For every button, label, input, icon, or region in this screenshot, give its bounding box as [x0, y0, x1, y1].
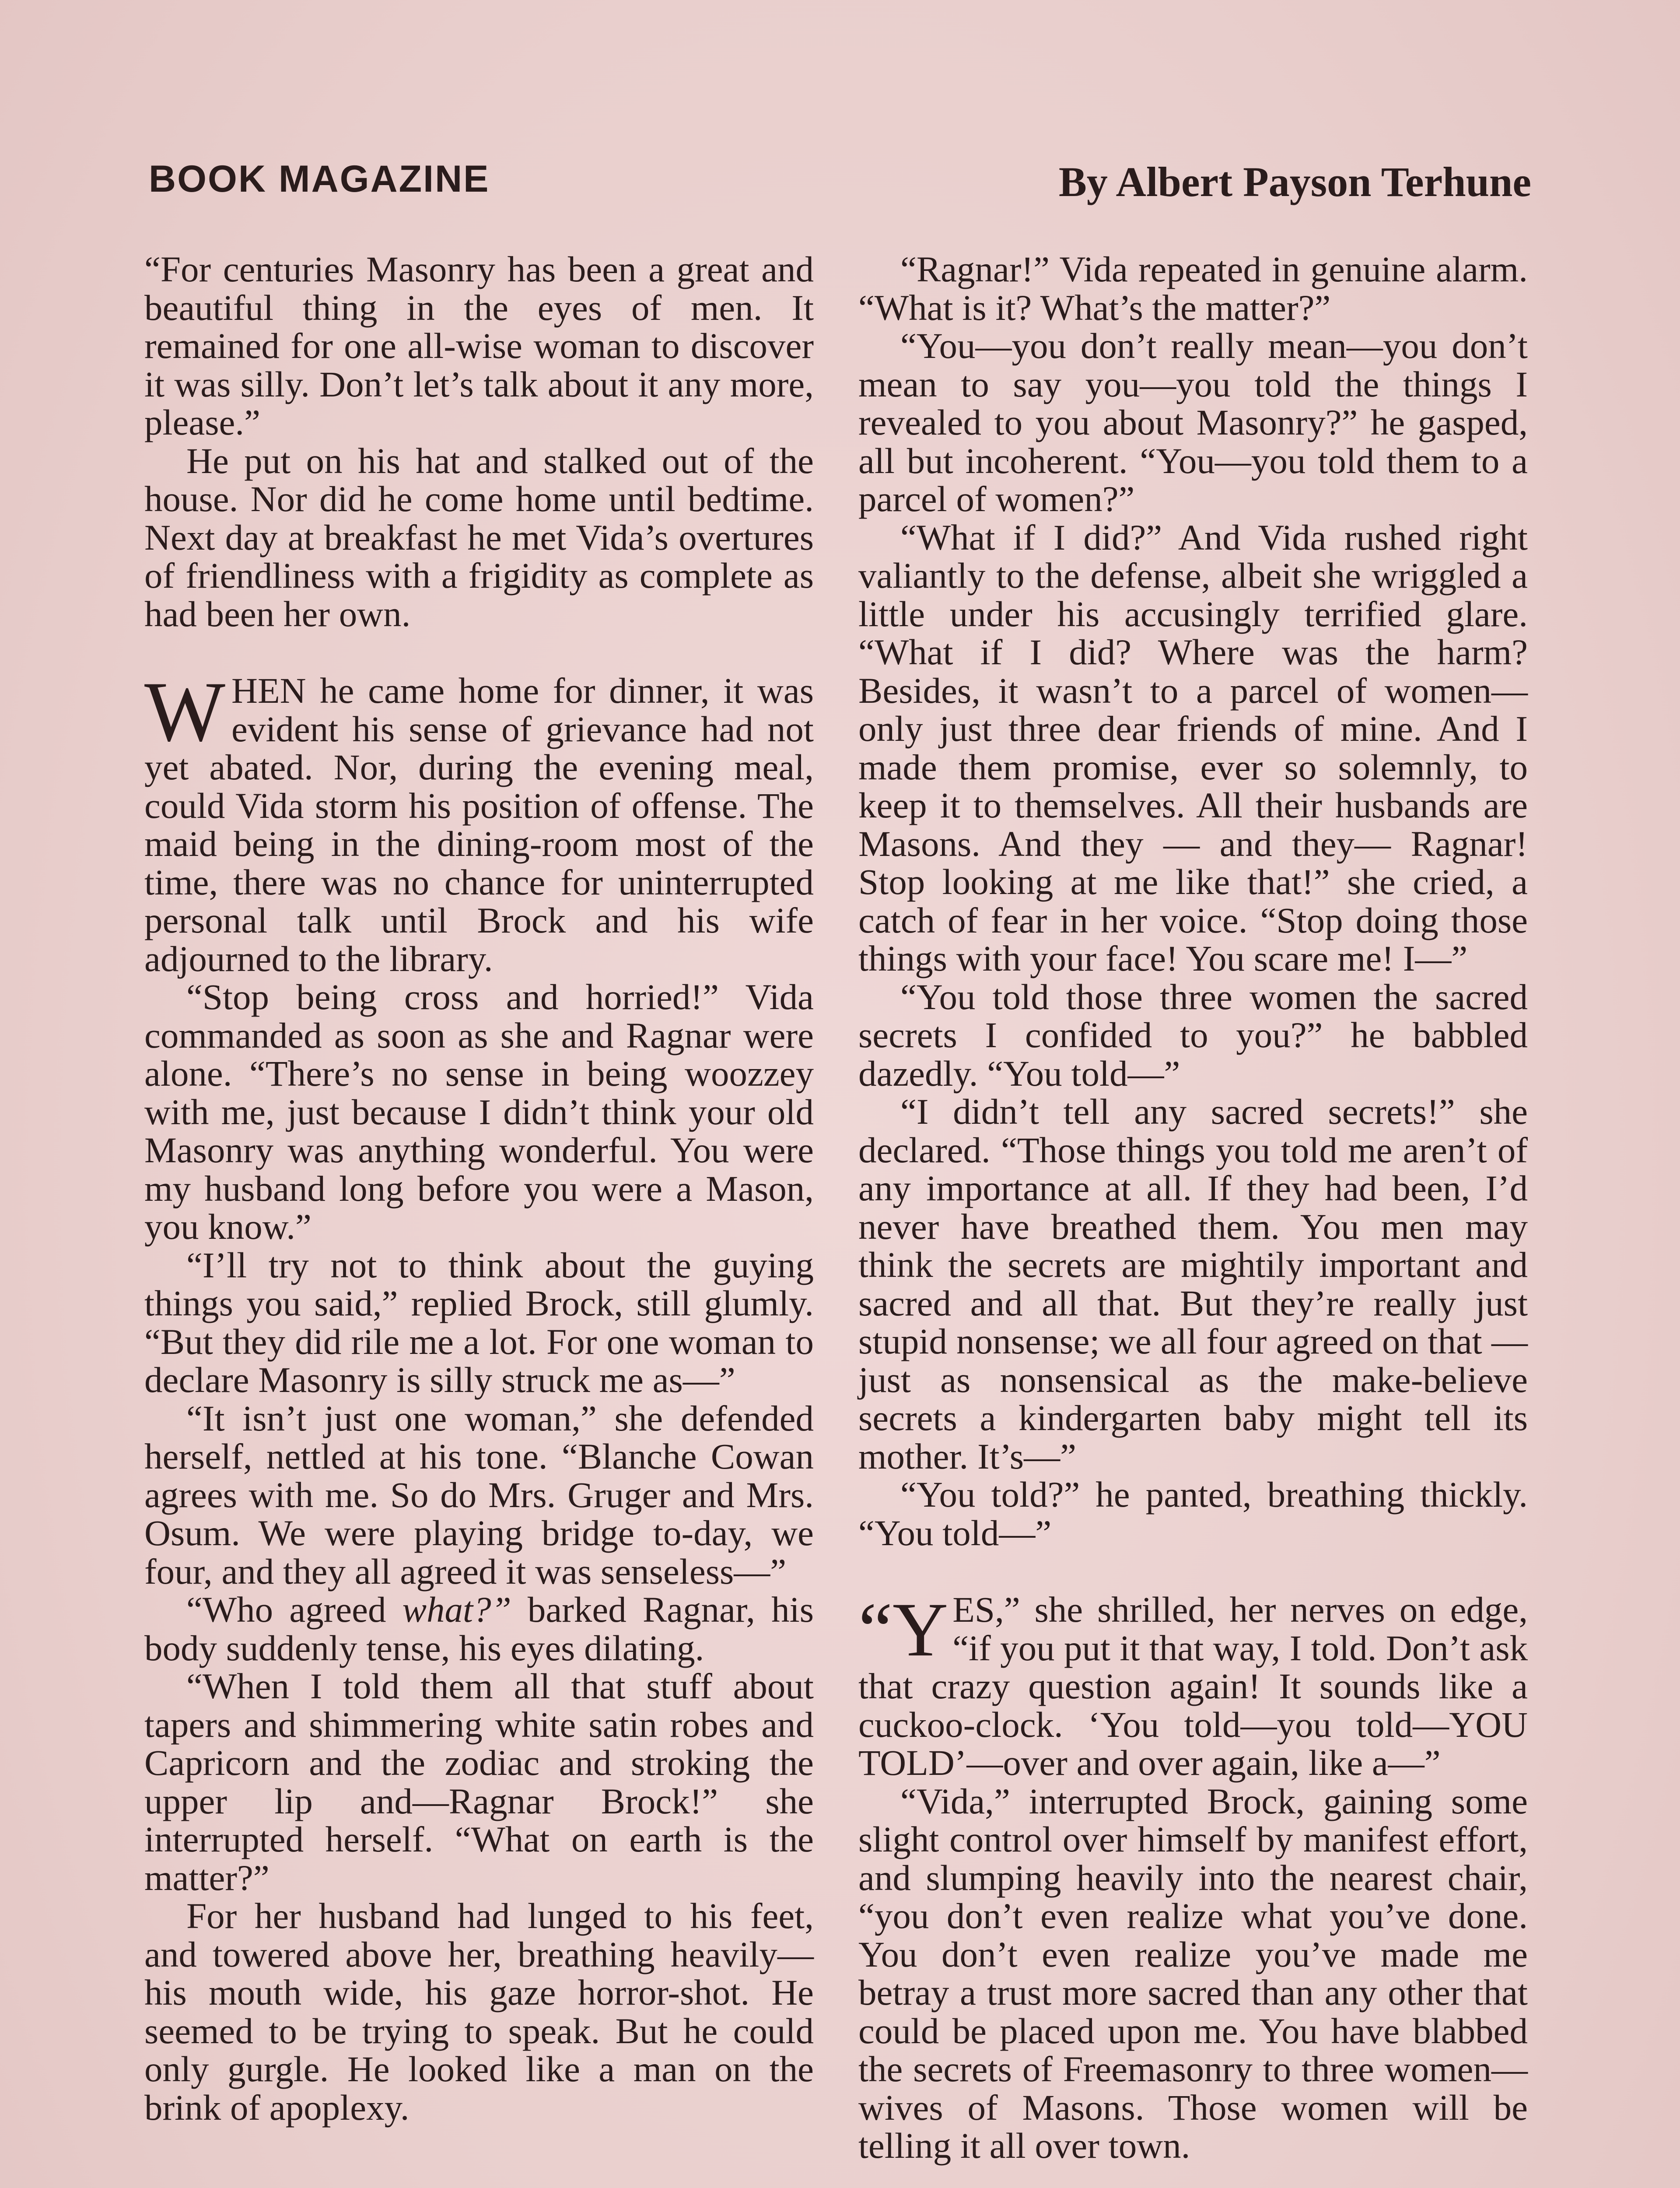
- author-byline: By Albert Payson Terhune: [1058, 158, 1531, 205]
- paragraph: “I didn’t tell any sacred secrets!” she declared. “Those things you told me aren’t of any importance at all. If they had been, I’d never have breathed them. You men may think the secrets are mightily important and sacred and all that. But they’re really just stupid nonsense; we all four agreed on that —just as nonsensical as the make-believe secrets a kindergarten baby might tell its mother. It’s—”: [858, 1091, 1528, 1476]
- emphasis: what?”: [402, 1589, 511, 1630]
- text-run: “Who agreed: [186, 1589, 402, 1630]
- paragraph: “Ragnar!” Vida repeated in genuine alarm. “What is it? What’s the matter?”: [858, 249, 1528, 328]
- drop-cap: W: [144, 664, 225, 759]
- paragraph: He put on his hat and stalked out of the house. Nor did he come home until bedtime. Next day at breakfast he met Vida’s overtures of friendliness with a frigidity as complete as had been her own.: [144, 440, 814, 634]
- paragraph-dropcap: [858, 1587, 1528, 1783]
- paragraph: [144, 1591, 814, 1667]
- paragraph-text: HEN he came home for dinner, it was evident his sense of grievance had not yet abated. Nor, during the evening meal, could Vida storm his position of offense. The maid being in the dining-room most of the time, there was no chance for uninterrupted personal talk until Brock and his wife adjourned to the library.: [144, 670, 814, 979]
- paragraph-dropcap: [144, 664, 814, 979]
- paragraph: “What if I did?” And Vida rushed right valiantly to the defense, albeit she wriggled a little under his accusingly terrified glare. “What if I did? Where was the harm? Besides, it wasn’t to a parcel of women—only just three dear friends of mine. And I made them promise, ever so solemnly, to keep it to themselves. All their husbands are Masons. And they — and they— Ragnar! Stop looking at me like that!” she cried, a catch of fear in her voice. “Stop doing those things with your face! You scare me! I—”: [858, 517, 1528, 978]
- paragraph: “For centuries Masonry has been a great and beautiful thing in the eyes of men. It remained for one all-wise woman to discover it was silly. Don’t let’s talk about it any more, please.”: [144, 249, 814, 442]
- paragraph: “I’ll try not to think about the guying things you said,” replied Brock, still glumly. “But they did rile me a lot. For one woman to declare Masonry is silly struck me as—”: [144, 1245, 814, 1400]
- text-run: barked Ragnar, his body suddenly tense, his eyes dilating.: [144, 1589, 814, 1668]
- paragraph: “It isn’t just one woman,” she defended herself, nettled at his tone. “Blanche Cowan agrees with me. So do Mrs. Gruger and Mrs. Osum. We were playing bridge to-day, we four, and they all agreed it was senseless—”: [144, 1398, 814, 1592]
- paragraph-text: ES,” she shrilled, her nerves on edge, “if you put it that way, I told. Don’t ask that crazy question again! It sounds like a cuckoo-clock. ‘You told—you told—YOU TOLD’—over and over again, like a—”: [858, 1589, 1528, 1783]
- paragraph: “Vida,” interrupted Brock, gaining some slight control over himself by manifest effort, and slumping heavily into the nearest chair, “you don’t even realize what you’ve done. You don’t even realize you’ve made me betray a trust more sacred than any other that could be placed upon me. You have blabbed the secrets of Freemasonry to three women—wives of Masons. Those women will be telling it all over town.: [858, 1781, 1528, 2166]
- paragraph: “You told those three women the sacred secrets I confided to you?” he babbled dazedly. “You told—”: [858, 976, 1528, 1094]
- paragraph: “You told?” he panted, breathing thickly. “You told—”: [858, 1474, 1528, 1553]
- paragraph: “Stop being cross and horried!” Vida commanded as soon as she and Ragnar were alone. “There’s no sense in being woozzey with me, just because I didn’t think your old Masonry was anything wonderful. You were my husband long before you were a Mason, you know.”: [144, 977, 814, 1247]
- paragraph: “You—you don’t really mean—you don’t mean to say you—you told the things I revealed to you about Masonry?” he gasped, all but incoherent. “You—you told them to a parcel of women?”: [858, 326, 1528, 519]
- magazine-title: BOOK MAGAZINE: [149, 158, 490, 200]
- left-column: [144, 250, 814, 2188]
- running-head: [149, 158, 1531, 206]
- right-column: [858, 250, 1528, 2188]
- paragraph: For her husband had lunged to his feet, and towered above her, breathing heavily—his mouth wide, his gaze horror-shot. He seemed to be trying to speak. But he could only gurgle. He looked like a man on the brink of apoplexy.: [144, 1896, 814, 2128]
- paragraph: “When I told them all that stuff about tapers and shimmering white satin robes and Capricorn and the zodiac and stroking the upper lip and—Ragnar Brock!” she interrupted herself. “What on earth is the matter?”: [144, 1666, 814, 1898]
- drop-cap: “Y: [858, 1587, 948, 1673]
